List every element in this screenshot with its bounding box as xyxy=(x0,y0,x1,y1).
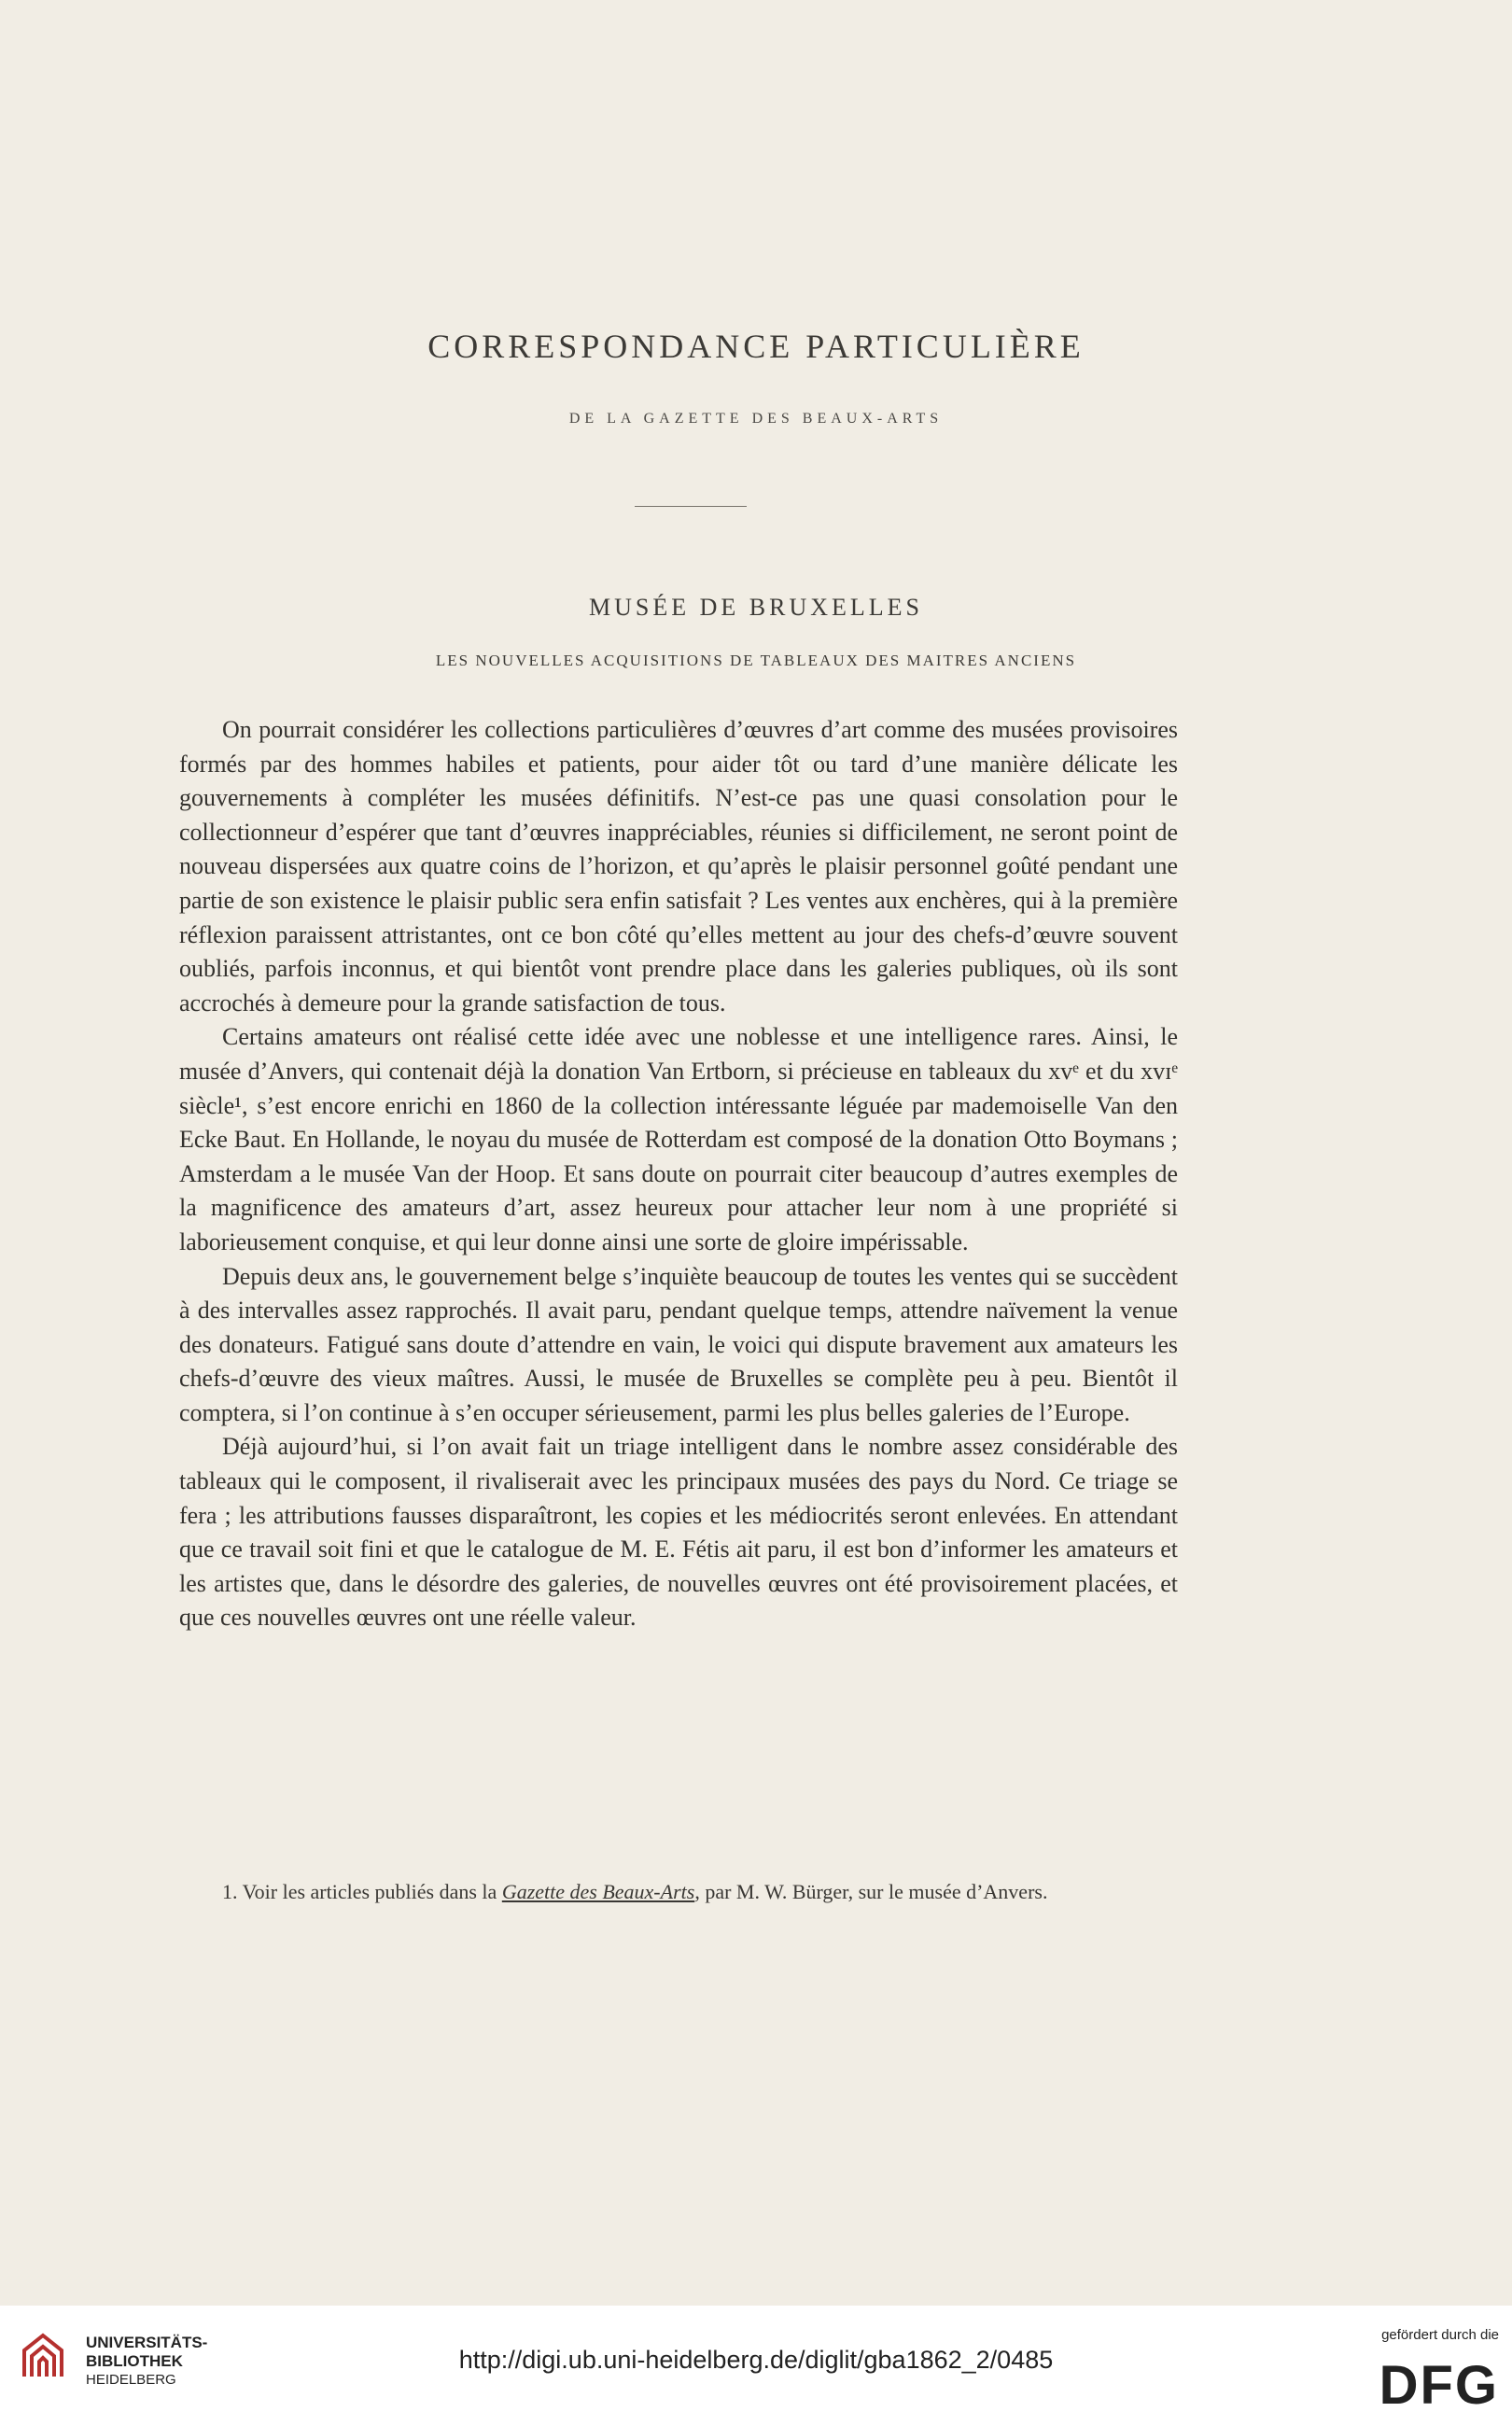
permalink-url[interactable]: http://digi.ub.uni-heidelberg.de/diglit/gba1862_2/0485 xyxy=(458,2346,1054,2374)
paragraph: On pourrait considérer les collections particulières d’œuvres d’art comme des musées provisoires formés par des hommes habiles et patients, pour aider tôt ou tard d’une manière délicate les gouvernements à compléter les musées définitifs. N’est-ce pas une quasi consolation pour le collectionneur d’espérer que tant d’œuvres inappréciables, réunies si difficilement, ne seront point de nouveau dispersées aux quatre coins de l’horizon, et qu’après le plaisir personnel goûté pendant une partie de son existence le plaisir public sera enfin satisfait ? Les ventes aux enchères, qui à la première réflexion paraissent attristantes, ont ce bon côté qu’elles mettent au jour des chefs-d’œuvre souvent oubliés, parfois inconnus, et qui bientôt vont prendre place dans les galeries publiques, où ils sont accrochés à demeure pour la grande satisfaction de tous. xyxy=(179,716,1178,1017)
dfg-logo: DFG xyxy=(1379,2355,1499,2416)
section-title: MUSÉE DE BRUXELLES xyxy=(589,594,923,621)
funding-label: gefördert durch die xyxy=(1381,2327,1499,2343)
section-subtitle: LES NOUVELLES ACQUISITIONS DE TABLEAUX DES MAITRES ANCIENS xyxy=(435,652,1077,669)
paragraph: Certains amateurs ont réalisé cette idée avec une noblesse et une intelligence rares. Ainsi, le musée d’Anvers, qui contenait déjà la donation Van Ertborn, si précieuse en tableaux du xvᵉ et du xvɪᵉ siècle¹, s’est encore enrichi en 1860 de la collection intéressante léguée par mademoiselle Van den Ecke Baut. En Hollande, le noyau du musée de Rotterdam est composé de la donation Otto Boymans ; Amsterdam a le musée Van der Hoop. Et sans doute on pourrait citer beaucoup d’autres exemples de la magnificence des amateurs d’art, assez heureux pour attacher leur nom à une propriété si laborieusement conquise, et qui leur donne ainsi une sorte de gloire impérissable. xyxy=(179,1023,1178,1255)
header-subtitle: DE LA GAZETTE DES BEAUX-ARTS xyxy=(568,411,944,427)
institution-line: HEIDELBERG xyxy=(86,2372,176,2388)
header-title: CORRESPONDANCE PARTICULIÈRE xyxy=(427,328,1085,365)
paragraph: Depuis deux ans, le gouvernement belge s’inquiète beaucoup de toutes les ventes qui se succèdent à des intervalles assez rapprochés. Il avait paru, pendant quelque temps, attendre naïvement la venue des donateurs. Fatigué sans doute d’attendre en vain, le voici qui dispute bravement aux amateurs les chefs-d’œuvre des vieux maîtres. Aussi, le musée de Bruxelles se complète peu à peu. Bientôt il comptera, si l’on continue à s’en occuper sérieusement, parmi les plus belles galeries de l’Europe. xyxy=(179,1262,1178,1426)
footnote-text-end: , par M. W. Bürger, sur le musée d’Anvers. xyxy=(694,1880,1048,1903)
institution-line: BIBLIOTHEK xyxy=(86,2352,183,2370)
footnote-source: Gazette des Beaux-Arts xyxy=(501,1880,695,1903)
footnote-text: 1. Voir les articles publiés dans la xyxy=(222,1880,502,1903)
institution-line: UNIVERSITÄTS- xyxy=(86,2334,208,2351)
paragraph: Déjà aujourd’hui, si l’on avait fait un triage intelligent dans le nombre assez considérable des tableaux qui le composent, il rivaliserait avec les principaux musées des pays du Nord. Ce triage se fera ; les attributions fausses disparaîtront, les copies et les médiocrités seront enlevées. En attendant que ce travail soit fini et que le catalogue de M. E. Fétis ait paru, il est bon d’informer les amateurs et les artistes que, dans le désordre des galeries, de nouvelles œuvres ont été provisoirement placées, et que ces nouvelles œuvres ont une réelle valeur. xyxy=(179,1433,1178,1632)
divider-rule xyxy=(635,506,747,507)
article-body xyxy=(179,713,1178,1635)
footnote xyxy=(179,1876,1178,1908)
